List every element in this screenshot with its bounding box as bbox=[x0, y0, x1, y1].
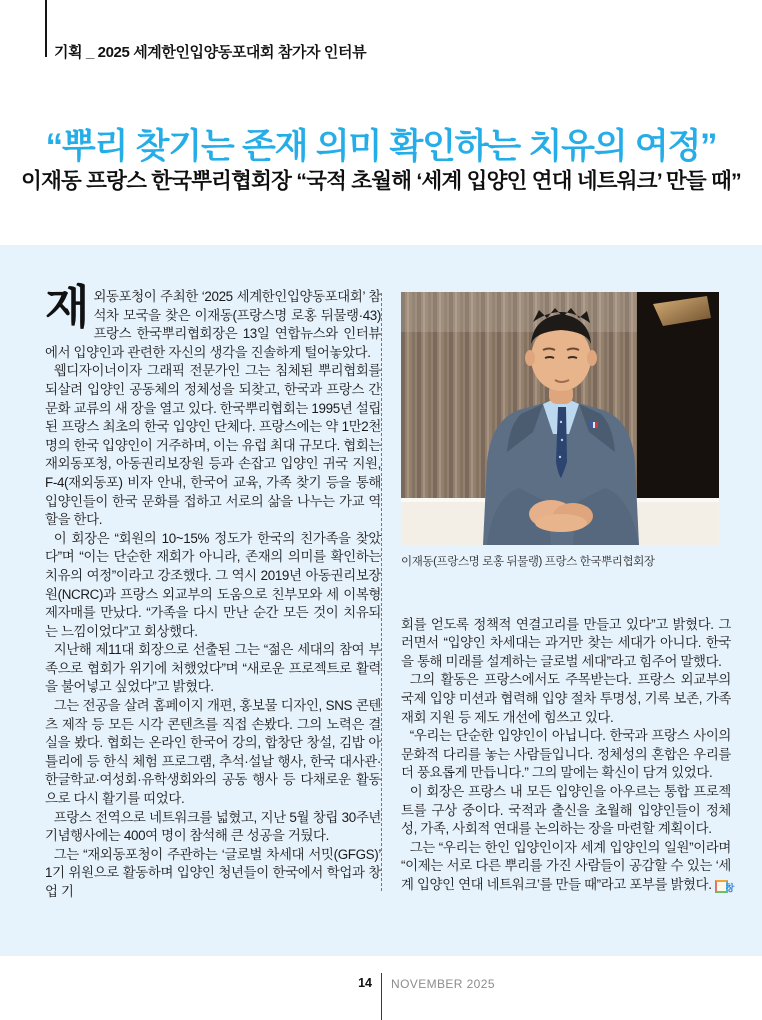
right-column-text bbox=[401, 616, 735, 895]
article-body-panel bbox=[0, 245, 762, 956]
article-subheadline: 이재동 프랑스 한국뿌리협회장 “국적 초월해 ‘세계 입양인 연대 네트워크’ 만들 때” bbox=[21, 169, 741, 193]
paragraph: 프랑스 전역으로 네트워크를 넓혔고, 지난 5월 창립 30주년 기념행사에는 400여 명이 참석해 큰 성공을 거뒀다. bbox=[45, 809, 381, 844]
paragraph: 이 회장은 “회원의 10~15% 정도가 한국의 친가족을 찾았다”며 “이는 단순한 재회가 아니라, 존재의 의미를 확인하는 치유의 여정”이라고 강조했다. 그 역시 2019년 아동권리보장원(NCRC)과 프랑스 외교부의 도움으로 친부모와 세 이복형제자매를 만났다. “가족을 다시 만난 순간 모든 것이 치유되는 느낌이었다”고 회상했다. bbox=[45, 530, 381, 639]
paragraph: 그의 활동은 프랑스에서도 주목받는다. 프랑스 외교부의 국제 입양 미션과 협력해 입양 절차 투명성, 기록 보존, 가족 재회 지원 등 제도 개선에 힘쓰고 있다. bbox=[401, 672, 731, 725]
paragraph: 지난해 제11대 회장으로 선출된 그는 “젊은 세대의 참여 부족으로 협회가 위기에 처했었다”며 “새로운 프로젝트로 활력을 불어넣고 싶었다”고 밝혔다. bbox=[45, 642, 381, 695]
photo-caption: 이재동(프랑스명 로홍 뒤물랭) 프랑스 한국뿌리협회장 bbox=[401, 556, 655, 568]
paragraph: 그는 전공을 살려 홈페이지 개편, 홍보물 디자인, SNS 콘텐츠 제작 등 모든 시각 콘텐츠를 직접 손봤다. 그의 노력은 결실을 봤다. 협회는 온라인 한국어 강의, 합창단 창설, 김밥 아틀리에 등 한식 체험 프로그램, 추석·설날 행사, 한국 대사관·한글학교·여성회·유학생회와의 공동 행사 등 다채로운 활동으로 다시 활기를 띠었다. bbox=[45, 698, 381, 807]
section-marker-line bbox=[45, 0, 47, 57]
drop-cap: 재 bbox=[45, 281, 89, 333]
paragraph: 그는 “재외동포청이 주관하는 ‘글로벌 차세대 서밋(GFGS)’ 1기 위원으로 활동하며 입양인 청년들이 한국에서 학업과 창업 기 bbox=[45, 846, 381, 899]
column-divider bbox=[381, 293, 382, 891]
left-column bbox=[45, 281, 381, 902]
paragraph: 이 회장은 프랑스 내 모든 입양인을 아우르는 통합 프로젝트를 구상 중이다. 국적과 출신을 초월해 입양인들이 정체성, 가족, 사회적 연대를 논의하는 장을 마련할 계획이다. bbox=[401, 783, 731, 837]
kicker: 기획 _ 2025 세계한인입양동포대회 참가자 인터뷰 bbox=[54, 44, 367, 61]
paragraph: 웹디자이너이자 그래픽 전문가인 그는 침체된 뿌리협회를 되살려 입양인 공동체의 정체성을 되찾고, 한국과 프랑스 간 문화 교류의 새 장을 열고 있다. 한국뿌리협회는 1995년 설립된 프랑스 최초의 한국 입양인 단체다. 프랑스에는 약 1만2천 명의 한국 입양인이 거주하며, 이는 유럽 최대 규모다. 협회는 재외동포청, 아동권리보장원 등과 손잡고 입양인 귀국 지원, F-4(재외동포) 비자 안내, 한국어 교육, 가족 찾기 등을 통해 입양인들이 한국 문화를 접하고 서로의 삶을 나누는 가교 역할을 한다. bbox=[45, 363, 381, 528]
paragraph: 그는 “우리는 한인 입양인이자 세계 입양인의 일원”이라며 “이제는 서로 다른 뿌리를 가진 사람들이 공감할 수 있는 ‘세계 입양인 연대 네트워크’를 만들 때”라고 포부를 밝혔다. 창 bbox=[401, 839, 735, 893]
right-column bbox=[401, 292, 735, 895]
article-headline: “뿌리 찾기는 존재 의미 확인하는 치유의 여정” bbox=[45, 127, 717, 166]
page-number: 14 bbox=[358, 976, 372, 990]
article-end-mark: 창 bbox=[715, 880, 728, 893]
paragraph: 재외동포청이 주최한 ‘2025 세계한인입양동포대회’ 참석차 모국을 찾은 이재동(프랑스명 로홍 뒤물랭·43) 프랑스 한국뿌리협회장은 13일 연합뉴스와 인터뷰에서 입양인과 관련한 자신의 생각을 진솔하게 털어놓았다. bbox=[45, 281, 381, 360]
issue-label: NOVEMBER 2025 bbox=[391, 977, 495, 991]
paragraph: “우리는 단순한 입양인이 아닙니다. 한국과 프랑스 사이의 문화적 다리를 놓는 사람들입니다. 정체성의 혼합은 우리를 더 풍요롭게 만듭니다.” 그의 말에는 확신이 담겨 있었다. bbox=[401, 728, 731, 781]
footer-separator-line bbox=[381, 973, 382, 1020]
paragraph: 회를 얻도록 정책적 연결고리를 만들고 있다”고 밝혔다. 그러면서 “입양인 차세대는 과거만 찾는 세대가 아니다. 한국을 통해 미래를 설계하는 글로벌 세대”라고 힘주어 말했다. bbox=[401, 616, 731, 669]
interviewee-photo bbox=[401, 292, 719, 545]
